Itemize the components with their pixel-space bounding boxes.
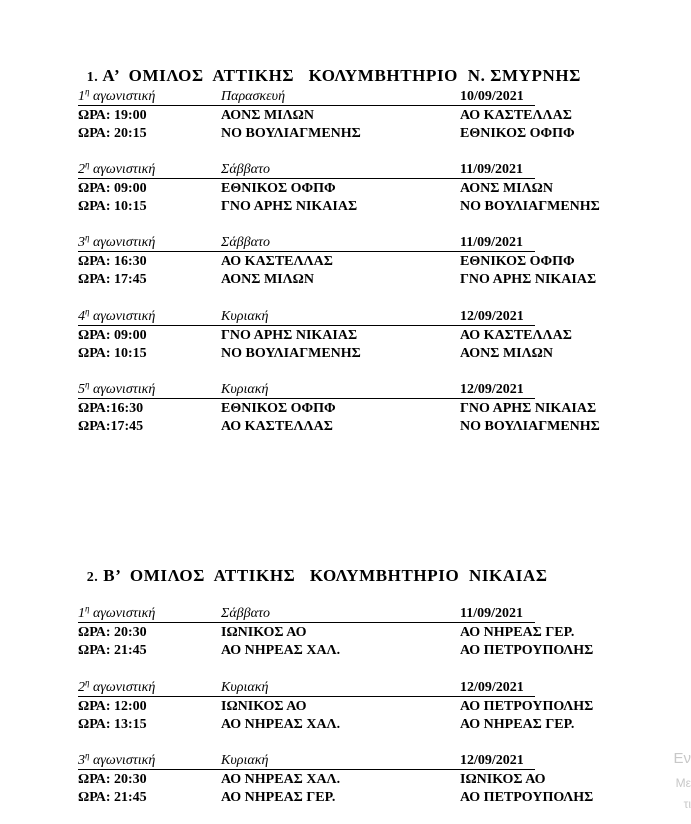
- match-home: ΕΘΝΙΚΟΣ ΟΦΠΦ: [221, 400, 336, 416]
- group-1-round-5: [78, 379, 600, 437]
- group-1-round-4: [78, 306, 572, 364]
- match-time: ΩΡΑ: 21:45: [78, 790, 147, 805]
- match-row: [78, 400, 597, 419]
- round-label: $1^\eta$ αγωνιστική: [78, 86, 156, 104]
- overlay-text-line-2: Με: [675, 776, 691, 790]
- match-away: ΝΟ ΒΟΥΛΙΑΓΜΕΝΗΣ: [460, 199, 600, 214]
- match-home: ΑΟ ΝΗΡΕΑΣ ΧΑΛ.: [221, 771, 341, 787]
- match-row: [78, 271, 597, 290]
- match-away: ΑΟΝΣ ΜΙΛΩΝ: [460, 180, 553, 196]
- round-day: Παρασκευή: [221, 89, 286, 104]
- match-time: ΩΡΑ: 20:30: [78, 624, 147, 640]
- match-time: ΩΡΑ: 10:15: [78, 199, 147, 214]
- round-date: 12/09/2021: [460, 309, 524, 324]
- match-away: ΑΟ ΠΕΤΡΟΥΠΟΛΗΣ: [460, 643, 594, 658]
- group-1-round-2: [78, 159, 600, 217]
- round-label: $5^\eta$ αγωνιστική: [78, 379, 156, 397]
- round-day: Σάββατο: [221, 162, 270, 177]
- match-home: ΕΘΝΙΚΟΣ ΟΦΠΦ: [221, 180, 336, 196]
- group-2-heading: Β’ ΟΜΙΛΟΣ ΑΤΤΙΚΗΣ ΚΟΛΥΜΒΗΤΗΡΙΟ ΝΙΚΑΙΑΣ: [103, 566, 548, 585]
- round-label: $3^\eta$ αγωνιστική: [78, 232, 156, 250]
- match-home: ΝΟ ΒΟΥΛΙΑΓΜΕΝΗΣ: [221, 126, 361, 141]
- match-row: [78, 716, 575, 735]
- round-header: [78, 752, 538, 771]
- group-1-round-1: [78, 86, 575, 144]
- match-time: ΩΡΑ: 09:00: [78, 180, 147, 196]
- round-header: [78, 234, 538, 253]
- match-time: ΩΡΑ: 19:00: [78, 107, 147, 123]
- round-day: Σάββατο: [221, 235, 270, 250]
- match-time: ΩΡΑ: 21:45: [78, 643, 147, 658]
- match-row: [78, 624, 575, 643]
- match-home: ΝΟ ΒΟΥΛΙΑΓΜΕΝΗΣ: [221, 346, 361, 361]
- match-home: ΑΟΝΣ ΜΙΛΩΝ: [221, 107, 314, 123]
- match-home: ΓΝΟ ΑΡΗΣ ΝΙΚΑΙΑΣ: [221, 199, 358, 214]
- group-2-title: [77, 546, 548, 586]
- match-away: ΑΟ ΝΗΡΕΑΣ ΓΕΡ.: [460, 624, 575, 640]
- group-2-round-1: [78, 603, 594, 661]
- round-label: $2^\eta$ αγωνιστική: [78, 677, 156, 695]
- match-time: ΩΡΑ:17:45: [78, 419, 144, 434]
- round-header: [78, 308, 538, 327]
- match-row: [78, 418, 600, 437]
- match-row: [78, 198, 600, 217]
- round-label: $4^\eta$ αγωνιστική: [78, 306, 156, 324]
- overlay-text-line-3: τι: [683, 797, 691, 811]
- match-row: [78, 345, 553, 364]
- round-date: 11/09/2021: [460, 606, 524, 621]
- match-home: ΑΟ ΚΑΣΤΕΛΛΑΣ: [221, 253, 333, 269]
- round-header: [78, 605, 538, 624]
- round-date: 11/09/2021: [460, 235, 524, 250]
- match-away: ΑΟ ΚΑΣΤΕΛΛΑΣ: [460, 327, 572, 343]
- match-away: ΕΘΝΙΚΟΣ ΟΦΠΦ: [460, 253, 575, 269]
- match-home: ΑΟ ΝΗΡΕΑΣ ΓΕΡ.: [221, 790, 336, 805]
- match-row: [78, 180, 553, 199]
- group-1-title: [77, 46, 581, 86]
- match-away: ΝΟ ΒΟΥΛΙΑΓΜΕΝΗΣ: [460, 419, 600, 434]
- group-1-number: 1.: [86, 70, 99, 85]
- match-row: [78, 107, 572, 126]
- match-away: ΑΟΝΣ ΜΙΛΩΝ: [460, 346, 553, 361]
- match-row: [78, 789, 594, 808]
- round-date: 12/09/2021: [460, 753, 524, 768]
- match-time: ΩΡΑ: 16:30: [78, 253, 147, 269]
- match-home: ΓΝΟ ΑΡΗΣ ΝΙΚΑΙΑΣ: [221, 327, 358, 343]
- match-time: ΩΡΑ: 13:15: [78, 717, 147, 732]
- match-away: ΑΟ ΝΗΡΕΑΣ ΓΕΡ.: [460, 717, 575, 732]
- match-away: ΑΟ ΠΕΤΡΟΥΠΟΛΗΣ: [460, 698, 594, 714]
- match-away: ΓΝΟ ΑΡΗΣ ΝΙΚΑΙΑΣ: [460, 272, 597, 287]
- match-row: [78, 698, 594, 717]
- match-away: ΑΟ ΚΑΣΤΕΛΛΑΣ: [460, 107, 572, 123]
- match-row: [78, 253, 575, 272]
- round-date: 11/09/2021: [460, 162, 524, 177]
- match-home: ΑΟ ΚΑΣΤΕΛΛΑΣ: [221, 419, 333, 434]
- match-time: ΩΡΑ:16:30: [78, 400, 144, 416]
- round-day: Σάββατο: [221, 606, 270, 621]
- round-day: Κυριακή: [221, 309, 269, 324]
- match-away: ΑΟ ΠΕΤΡΟΥΠΟΛΗΣ: [460, 790, 594, 805]
- round-label: $2^\eta$ αγωνιστική: [78, 159, 156, 177]
- round-day: Κυριακή: [221, 680, 269, 695]
- match-time: ΩΡΑ: 20:15: [78, 126, 147, 141]
- round-date: 12/09/2021: [460, 680, 524, 695]
- round-day: Κυριακή: [221, 753, 269, 768]
- group-1-heading: Α’ ΟΜΙΛΟΣ ΑΤΤΙΚΗΣ ΚΟΛΥΜΒΗΤΗΡΙΟ Ν. ΣΜΥΡΝΗΣ: [102, 66, 581, 85]
- match-home: ΙΩΝΙΚΟΣ ΑΟ: [221, 624, 307, 640]
- group-2-number: 2.: [86, 570, 99, 585]
- group-1-round-3: [78, 232, 597, 290]
- match-home: ΑΟ ΝΗΡΕΑΣ ΧΑΛ.: [221, 717, 341, 732]
- match-row: [78, 125, 575, 144]
- round-date: 10/09/2021: [460, 89, 524, 104]
- match-away: ΓΝΟ ΑΡΗΣ ΝΙΚΑΙΑΣ: [460, 400, 597, 416]
- overlay-text-line-1: Εν: [673, 750, 691, 767]
- round-header: [78, 161, 538, 180]
- match-row: [78, 642, 594, 661]
- match-away: ΙΩΝΙΚΟΣ ΑΟ: [460, 771, 546, 787]
- match-home: ΙΩΝΙΚΟΣ ΑΟ: [221, 698, 307, 714]
- round-day: Κυριακή: [221, 382, 269, 397]
- match-home: ΑΟ ΝΗΡΕΑΣ ΧΑΛ.: [221, 643, 341, 658]
- round-date: 12/09/2021: [460, 382, 524, 397]
- round-header: [78, 381, 538, 400]
- round-label: $1^\eta$ αγωνιστική: [78, 603, 156, 621]
- round-header: [78, 88, 538, 107]
- match-row: [78, 327, 572, 346]
- match-row: [78, 771, 546, 790]
- group-2-round-3: [78, 750, 594, 808]
- round-label: $3^\eta$ αγωνιστική: [78, 750, 156, 768]
- match-home: ΑΟΝΣ ΜΙΛΩΝ: [221, 272, 314, 287]
- match-time: ΩΡΑ: 09:00: [78, 327, 147, 343]
- match-time: ΩΡΑ: 10:15: [78, 346, 147, 361]
- match-time: ΩΡΑ: 12:00: [78, 698, 147, 714]
- round-header: [78, 679, 538, 698]
- group-2-round-2: [78, 677, 594, 735]
- match-away: ΕΘΝΙΚΟΣ ΟΦΠΦ: [460, 126, 575, 141]
- match-time: ΩΡΑ: 17:45: [78, 272, 147, 287]
- match-time: ΩΡΑ: 20:30: [78, 771, 147, 787]
